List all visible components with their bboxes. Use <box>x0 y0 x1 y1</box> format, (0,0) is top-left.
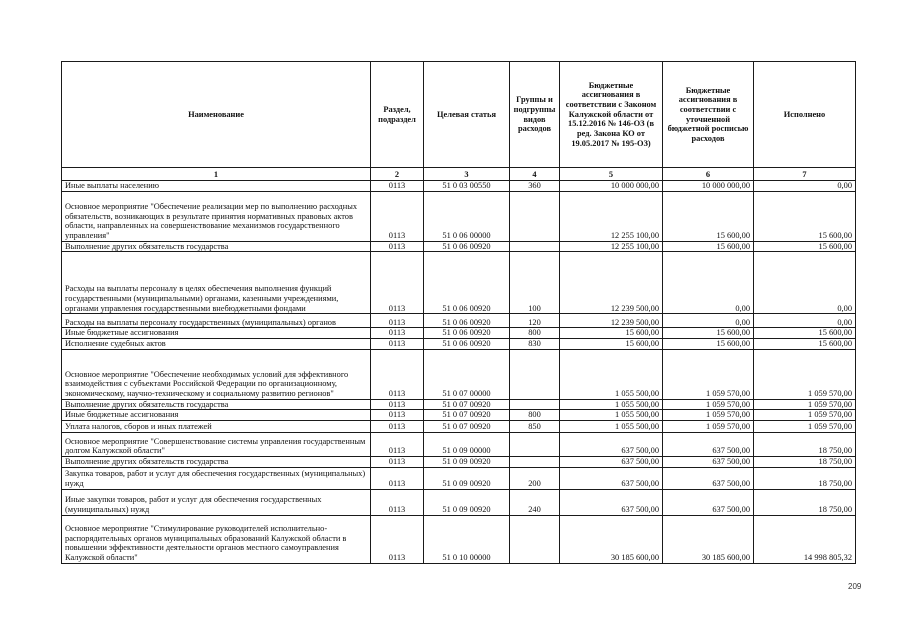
row-executed: 0,00 <box>754 314 856 328</box>
column-number: 2 <box>371 168 424 181</box>
table-row <box>62 515 856 563</box>
column-number: 5 <box>560 168 663 181</box>
row-executed: 15 600,00 <box>754 191 856 241</box>
column-number: 3 <box>424 168 510 181</box>
column-number: 7 <box>754 168 856 181</box>
row-group: 360 <box>510 181 560 192</box>
row-law-allocation: 1 055 500,00 <box>560 420 663 432</box>
row-group <box>510 399 560 410</box>
row-target: 51 0 09 00920 <box>424 489 510 515</box>
row-law-allocation: 15 600,00 <box>560 338 663 349</box>
table-row <box>62 328 856 339</box>
row-section: 0113 <box>371 515 424 563</box>
header-name: Наименование <box>62 62 371 168</box>
row-law-allocation: 10 000 000,00 <box>560 181 663 192</box>
row-group <box>510 349 560 399</box>
row-target: 51 0 07 00000 <box>424 349 510 399</box>
row-target: 51 0 06 00920 <box>424 252 510 314</box>
page-number: 209 <box>848 582 862 591</box>
row-law-allocation: 30 185 600,00 <box>560 515 663 563</box>
row-law-allocation: 1 055 500,00 <box>560 399 663 410</box>
row-refined-allocation: 15 600,00 <box>663 328 754 339</box>
row-executed: 1 059 570,00 <box>754 349 856 399</box>
table-row <box>62 456 856 467</box>
row-section: 0113 <box>371 420 424 432</box>
row-section: 0113 <box>371 410 424 421</box>
row-refined-allocation: 637 500,00 <box>663 489 754 515</box>
row-law-allocation: 12 239 500,00 <box>560 252 663 314</box>
budget-table <box>61 61 856 564</box>
row-law-allocation: 12 255 100,00 <box>560 191 663 241</box>
row-refined-allocation: 1 059 570,00 <box>663 420 754 432</box>
row-law-allocation: 637 500,00 <box>560 467 663 489</box>
row-executed: 0,00 <box>754 252 856 314</box>
row-section: 0113 <box>371 328 424 339</box>
table-row <box>62 181 856 192</box>
row-executed: 18 750,00 <box>754 432 856 456</box>
row-refined-allocation: 0,00 <box>663 252 754 314</box>
row-section: 0113 <box>371 181 424 192</box>
row-executed: 0,00 <box>754 181 856 192</box>
row-refined-allocation: 637 500,00 <box>663 467 754 489</box>
table-row <box>62 489 856 515</box>
row-target: 51 0 06 00000 <box>424 191 510 241</box>
table-row <box>62 252 856 314</box>
row-executed: 15 600,00 <box>754 241 856 252</box>
row-group: 240 <box>510 489 560 515</box>
header-law-allocation: Бюджетные ассигнования в соответствии с Законом Калужской области от 15.12.2016 № 146-ОЗ (в ред. Закона КО от 19.05.2017 № 195-ОЗ) <box>560 62 663 168</box>
row-target: 51 0 06 00920 <box>424 338 510 349</box>
row-name: Иные бюджетные ассигнования <box>62 328 371 339</box>
row-executed: 1 059 570,00 <box>754 420 856 432</box>
row-group: 800 <box>510 410 560 421</box>
row-group: 200 <box>510 467 560 489</box>
row-name: Основное мероприятие "Обеспечение необходимых условий для эффективного взаимодействия с субъектами Российской Федерации по организационному, экономическому, научно-техническому и социальному развитию регионов" <box>62 349 371 399</box>
row-refined-allocation: 637 500,00 <box>663 432 754 456</box>
row-law-allocation: 12 255 100,00 <box>560 241 663 252</box>
row-law-allocation: 1 055 500,00 <box>560 410 663 421</box>
row-section: 0113 <box>371 191 424 241</box>
row-section: 0113 <box>371 399 424 410</box>
table-row <box>62 399 856 410</box>
row-refined-allocation: 15 600,00 <box>663 338 754 349</box>
row-group <box>510 515 560 563</box>
row-target: 51 0 06 00920 <box>424 314 510 328</box>
row-group: 100 <box>510 252 560 314</box>
row-executed: 18 750,00 <box>754 467 856 489</box>
row-refined-allocation: 15 600,00 <box>663 191 754 241</box>
row-section: 0113 <box>371 489 424 515</box>
row-section: 0113 <box>371 314 424 328</box>
row-target: 51 0 07 00920 <box>424 410 510 421</box>
row-group: 120 <box>510 314 560 328</box>
column-number: 6 <box>663 168 754 181</box>
row-refined-allocation: 30 185 600,00 <box>663 515 754 563</box>
row-target: 51 0 09 00920 <box>424 467 510 489</box>
row-refined-allocation: 1 059 570,00 <box>663 399 754 410</box>
row-name: Иные бюджетные ассигнования <box>62 410 371 421</box>
row-executed: 18 750,00 <box>754 456 856 467</box>
row-refined-allocation: 637 500,00 <box>663 456 754 467</box>
row-target: 51 0 06 00920 <box>424 241 510 252</box>
row-group: 800 <box>510 328 560 339</box>
column-number: 4 <box>510 168 560 181</box>
row-section: 0113 <box>371 252 424 314</box>
row-name: Закупка товаров, работ и услуг для обеспечения государственных (муниципальных) нужд <box>62 467 371 489</box>
row-name: Основное мероприятие "Стимулирование руководителей исполнительно-распорядительных органов муниципальных образований Калужской области в повышении эффективности деятельности органов местного самоуправления Калужской области" <box>62 515 371 563</box>
header-refined-allocation: Бюджетные ассигнования в соответствии с уточненной бюджетной росписью расходов <box>663 62 754 168</box>
row-refined-allocation: 1 059 570,00 <box>663 410 754 421</box>
table-row <box>62 349 856 399</box>
table-row <box>62 410 856 421</box>
header-group: Группы и подгруппы видов расходов <box>510 62 560 168</box>
row-name: Иные закупки товаров, работ и услуг для обеспечения государственных (муниципальных) нужд <box>62 489 371 515</box>
header-executed: Исполнено <box>754 62 856 168</box>
row-refined-allocation: 1 059 570,00 <box>663 349 754 399</box>
row-executed: 18 750,00 <box>754 489 856 515</box>
row-executed: 14 998 805,32 <box>754 515 856 563</box>
row-section: 0113 <box>371 467 424 489</box>
column-number: 1 <box>62 168 371 181</box>
table-row <box>62 314 856 328</box>
row-target: 51 0 06 00920 <box>424 328 510 339</box>
row-name: Иные выплаты населению <box>62 181 371 192</box>
row-group <box>510 432 560 456</box>
row-target: 51 0 10 00000 <box>424 515 510 563</box>
column-number-row <box>62 168 856 181</box>
table-body <box>62 181 856 564</box>
row-law-allocation: 637 500,00 <box>560 456 663 467</box>
row-name: Выполнение других обязательств государства <box>62 399 371 410</box>
row-law-allocation: 637 500,00 <box>560 432 663 456</box>
header-row <box>62 62 856 168</box>
table-row <box>62 467 856 489</box>
table-row <box>62 432 856 456</box>
row-name: Расходы на выплаты персоналу в целях обеспечения выполнения функций государственными (муниципальными) органами, казенными учреждениями, органами управления государственными внебюджетными фондами <box>62 252 371 314</box>
row-name: Расходы на выплаты персоналу государственных (муниципальных) органов <box>62 314 371 328</box>
header-section: Раздел, подраздел <box>371 62 424 168</box>
row-target: 51 0 07 00920 <box>424 420 510 432</box>
row-law-allocation: 637 500,00 <box>560 489 663 515</box>
table-row <box>62 338 856 349</box>
row-group <box>510 456 560 467</box>
row-law-allocation: 12 239 500,00 <box>560 314 663 328</box>
row-name: Выполнение других обязательств государства <box>62 241 371 252</box>
row-target: 51 0 09 00000 <box>424 432 510 456</box>
row-refined-allocation: 15 600,00 <box>663 241 754 252</box>
row-law-allocation: 15 600,00 <box>560 328 663 339</box>
row-target: 51 0 07 00920 <box>424 399 510 410</box>
row-executed: 1 059 570,00 <box>754 399 856 410</box>
row-name: Основное мероприятие "Совершенствование системы управления государственным долгом Калужской области" <box>62 432 371 456</box>
row-executed: 1 059 570,00 <box>754 410 856 421</box>
header-target: Целевая статья <box>424 62 510 168</box>
row-group <box>510 241 560 252</box>
row-name: Исполнение судебных актов <box>62 338 371 349</box>
row-section: 0113 <box>371 432 424 456</box>
table-row <box>62 420 856 432</box>
row-section: 0113 <box>371 338 424 349</box>
row-section: 0113 <box>371 349 424 399</box>
row-group <box>510 191 560 241</box>
table-row <box>62 241 856 252</box>
row-refined-allocation: 10 000 000,00 <box>663 181 754 192</box>
row-name: Уплата налогов, сборов и иных платежей <box>62 420 371 432</box>
row-refined-allocation: 0,00 <box>663 314 754 328</box>
row-executed: 15 600,00 <box>754 338 856 349</box>
row-name: Основное мероприятие "Обеспечение реализации мер по выполнению расходных обязательств, возникающих в результате принятия нормативных правовых актов области, направленных на совершенствование механизмов государственного управления" <box>62 191 371 241</box>
row-name: Выполнение других обязательств государства <box>62 456 371 467</box>
row-group: 830 <box>510 338 560 349</box>
row-target: 51 0 03 00550 <box>424 181 510 192</box>
row-law-allocation: 1 055 500,00 <box>560 349 663 399</box>
row-group: 850 <box>510 420 560 432</box>
row-executed: 15 600,00 <box>754 328 856 339</box>
table-row <box>62 191 856 241</box>
row-section: 0113 <box>371 241 424 252</box>
row-target: 51 0 09 00920 <box>424 456 510 467</box>
row-section: 0113 <box>371 456 424 467</box>
